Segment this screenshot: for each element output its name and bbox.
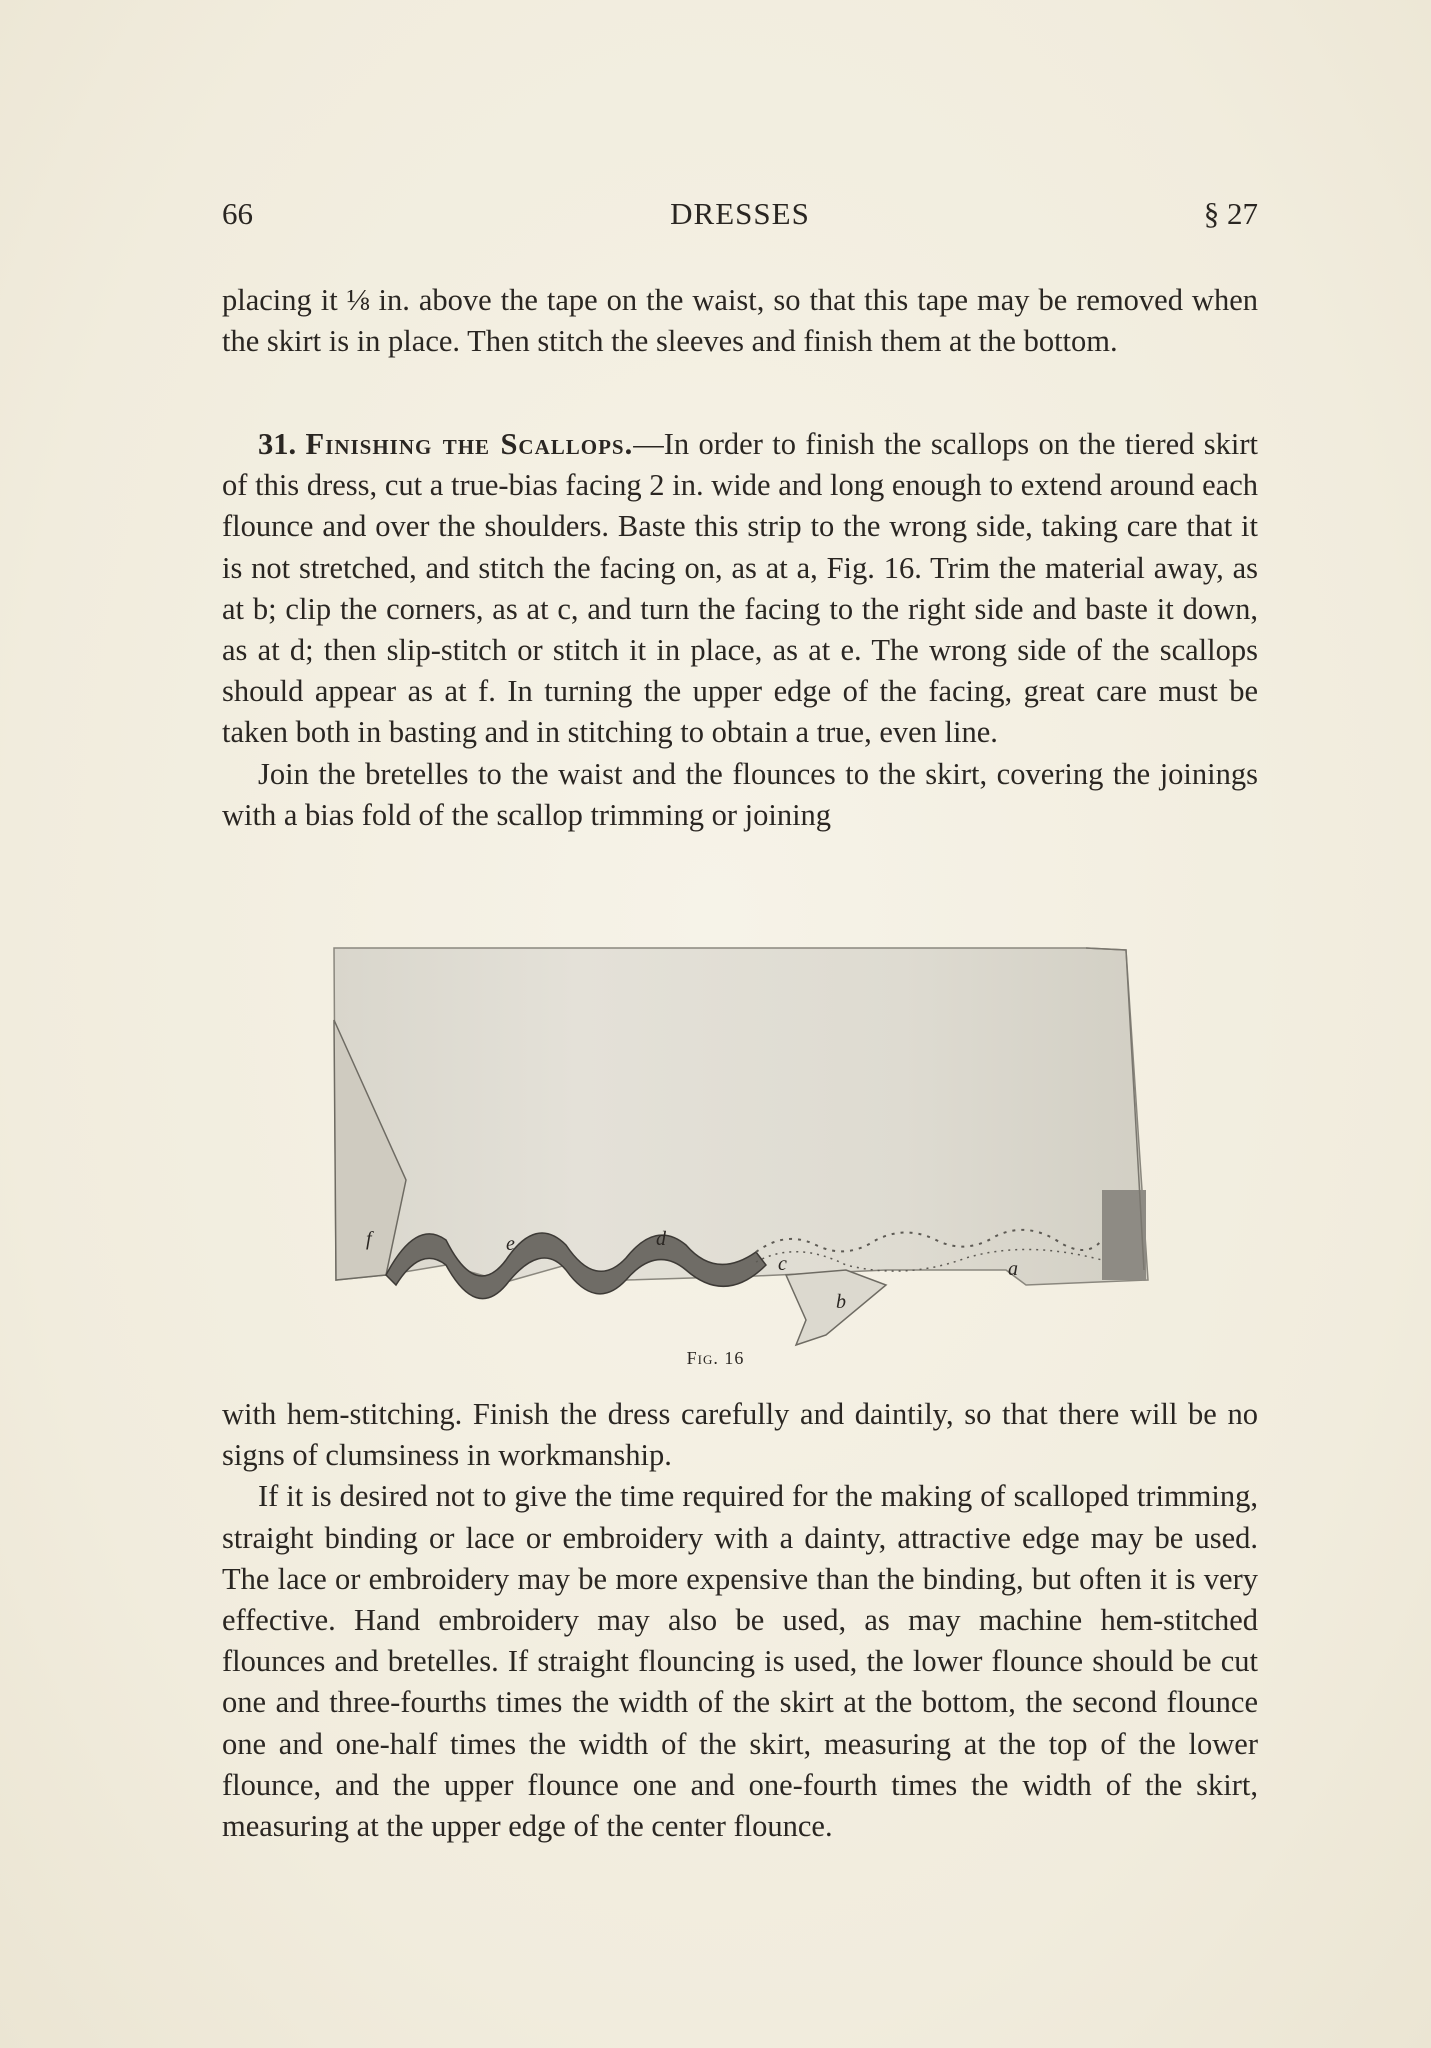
text-block-bottom: [222, 1394, 1258, 1847]
label-c: c: [778, 1253, 787, 1275]
label-d: d: [656, 1228, 666, 1250]
right-edge-strip: [1102, 1190, 1146, 1280]
text-block-top: [222, 280, 1258, 362]
paragraph-join-start: Join the bretelles to the waist and the flounces to the skirt, covering the joinings with a bias fold of the scallop trimming or joining: [222, 756, 1258, 832]
label-a: a: [1008, 1258, 1018, 1280]
running-header: [222, 196, 1258, 236]
section-heading: [258, 427, 633, 461]
section-body: —In order to finish the scallops on the tiered skirt of this dress, cut a true-bias facing 2 in. wide and long enough to extend around each flounce and over the shoulders. Baste this strip to the wrong side, taking care that it is not stretched, and stitch the facing on, as at a, Fig. 16. Trim the material away, as at b; clip the corners, as at c, and turn the facing to the right side and baste it down, as at d; then slip-stitch or stitch it in place, as at e. The wrong side of the scallops should appear as at f. In turning the upper edge of the facing, great care must be taken both in basting and in stitching to obtain a true, even line.: [222, 427, 1258, 750]
paragraph-join-end: with hem-stitching. Finish the dress carefully and daintily, so that there will be no signs of clumsiness in workmanship.: [222, 1397, 1258, 1473]
text-block-section: [222, 424, 1258, 836]
fabric-panel: [334, 948, 1148, 1285]
section-paragraph: [222, 424, 1258, 754]
paragraph-top: placing it ⅛ in. above the tape on the waist, so that this tape may be removed when the skirt is in place. Then stitch the sleeves and finish them at the bottom.: [222, 283, 1258, 359]
section-mark: § 27: [1203, 196, 1258, 231]
section-number: 31.: [258, 427, 297, 461]
figure-caption: Fig. 16: [686, 1348, 745, 1368]
label-e: e: [506, 1233, 515, 1255]
page-number: 66: [222, 196, 253, 231]
figure-16: [326, 940, 1156, 1360]
label-b: b: [836, 1291, 846, 1313]
section-title: Finishing the Scallops.: [305, 427, 634, 461]
running-title: DRESSES: [670, 196, 810, 231]
scallop-illustration: [326, 940, 1156, 1360]
label-f: f: [366, 1228, 372, 1250]
paragraph-last: If it is desired not to give the time required for the making of scalloped trimming, straight binding or lace or embroidery with a dainty, attractive edge may be used. The lace or embroidery may be more expensive than the binding, but often it is very effective. Hand embroidery may also be used, as may machine hem-stitched flounces and bretelles. If straight flouncing is used, the lower flounce should be cut one and three-fourths times the width of the skirt at the bottom, the second flounce one and one-half times the width of the skirt, measuring at the top of the lower flounce, and the upper flounce one and one-fourth times the width of the skirt, measuring at the upper edge of the center flounce.: [222, 1479, 1258, 1844]
